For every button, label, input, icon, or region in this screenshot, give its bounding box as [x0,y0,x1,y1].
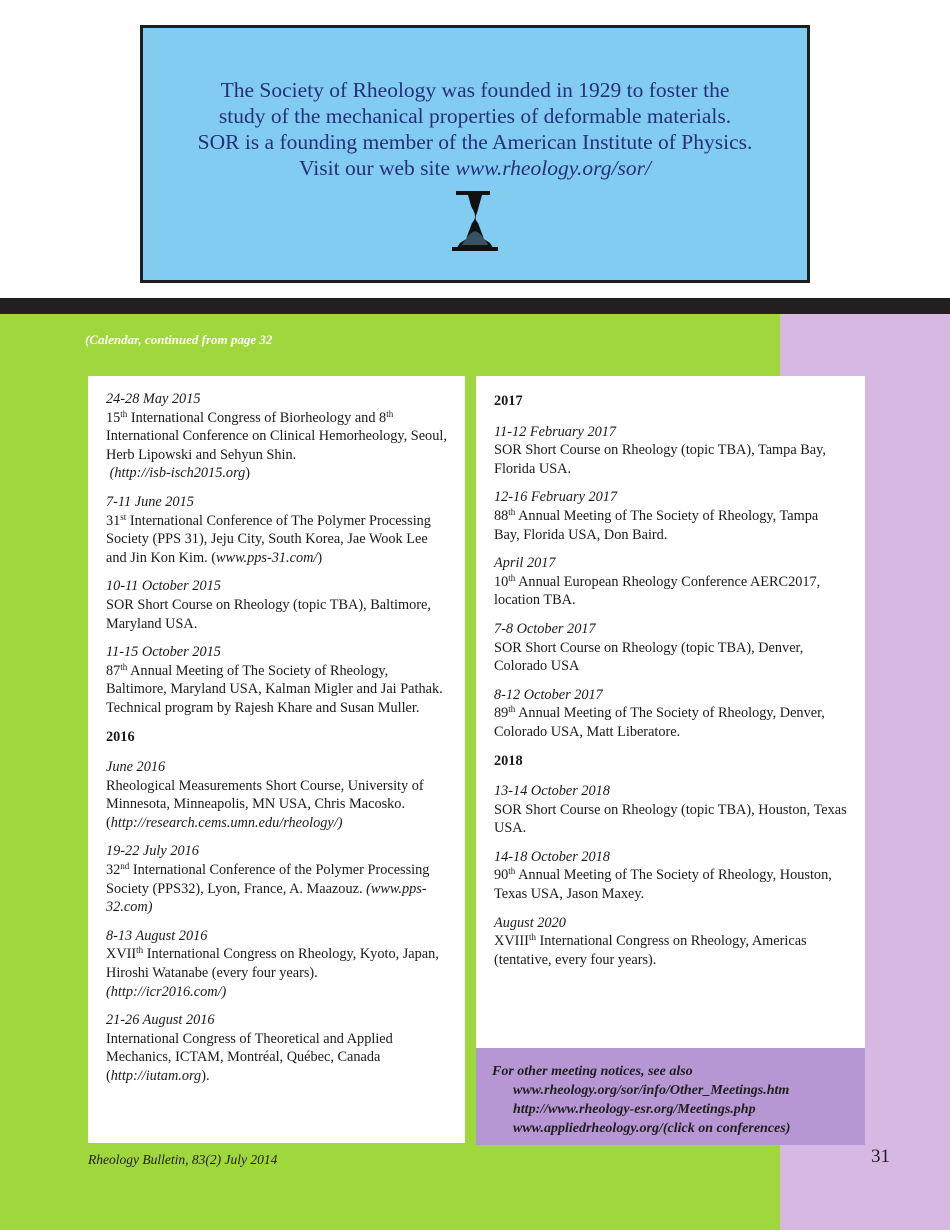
sor-promo-box [140,25,810,283]
notice-link[interactable]: www.rheology.org/sor/info/Other_Meetings.htm [513,1083,790,1098]
entry-text: International Conference of The Polymer Processing Society (PPS 31), Jeju City, South Korea, Jae Wook Lee and Jin Kon Kim. ( [106,512,431,566]
entry-ordinal: 15 [106,409,121,426]
entry-date: 24-28 May 2015 [106,391,201,407]
entry-text: ( [106,814,111,831]
entry-date: 8-12 October 2017 [494,686,603,703]
entry-ordinal: XVII [106,946,137,963]
year-heading: 2017 [494,393,523,409]
entry-date: 11-15 October 2015 [106,644,221,661]
entry-text: International Congress on Rheology, Americas (tentative, every four years). [494,933,807,968]
ordinal-suffix: th [386,408,394,419]
entry-ordinal: 32 [106,862,121,879]
notice-link[interactable]: www.appliedrheology.org/(click on conferences) [513,1121,791,1136]
calendar-entry [106,1011,447,1085]
promo-line: The Society of Rheology was founded in 1929 to foster the [220,78,730,102]
calendar-entry [106,390,447,483]
entry-date: June 2016 [106,759,166,776]
calendar-entry [494,620,847,676]
entry-url[interactable]: http://iutam.org [110,1068,202,1084]
entry-text: ( [106,1068,111,1084]
ordinal-suffix: th [508,572,516,583]
calendar-entry [494,914,847,970]
calendar-entry [494,782,847,838]
entry-ordinal: 31 [106,512,121,529]
ordinal-suffix: th [508,704,516,715]
entry-text: Annual Meeting of The Society of Rheology, Denver, Colorado USA, Matt Liberatore. [494,705,825,740]
ordinal-suffix: th [136,945,144,956]
calendar-entry [106,493,447,567]
entry-ordinal: 88 [494,507,509,524]
entry-text: ) [317,549,323,566]
promo-visit-label: Visit our web site [299,156,456,180]
entry-url[interactable]: www.pps-31.com/ [216,549,318,566]
promo-line: study of the mechanical properties of deformable materials. [218,104,732,128]
sor-website-link[interactable]: www.rheology.org/sor/ [455,156,651,180]
entry-url[interactable]: (http://icr2016.com/) [106,983,227,1000]
entry-date: 7-8 October 2017 [494,620,596,637]
page-number: 31 [871,1146,890,1167]
entry-date: 14-18 October 2018 [494,848,610,865]
calendar-entry [106,927,447,1001]
entry-ordinal: XVIII [494,933,529,950]
entry-text: SOR Short Course on Rheology (topic TBA), Houston, Texas USA. [494,801,847,837]
divider-bar [0,298,950,314]
entry-date: 12-16 February 2017 [494,489,618,506]
entry-url[interactable]: (http://isb-isch2015.org [109,465,246,482]
entry-date: 8-13 August 2016 [106,927,208,944]
calendar-column-left [88,376,465,1143]
hourglass-icon [450,187,500,253]
promo-line [143,155,807,181]
continued-note: (Calendar, continued from page 32 [85,332,273,347]
calendar-entry [106,577,447,633]
entry-text: International Congress of Biorheology and 8 [127,409,387,426]
entry-text: Annual European Rheology Conference AERC2017, location TBA. [494,573,821,609]
footer-citation: Rheology Bulletin, 83(2) July 2014 [88,1152,278,1167]
entry-text: SOR Short Course on Rheology (topic TBA), Tampa Bay, Florida USA. [494,442,826,477]
calendar-entry [106,643,447,717]
entry-text: International Congress on Rheology, Kyoto, Japan, Hiroshi Watanabe (every four years). [106,946,439,982]
entry-text: Annual Meeting of The Society of Rheology, Tampa Bay, Florida USA, Don Baird. [494,507,819,543]
entry-date: 11-12 February 2017 [494,423,617,440]
calendar-entry [106,758,447,832]
entry-date: August 2020 [494,914,566,931]
calendar-entry [494,488,847,544]
entry-text: International Conference on Clinical Hemorheology, Seoul, Herb Lipowski and Sehyun Shin. [106,428,447,463]
entry-text: ). [201,1068,210,1084]
entry-text: Annual Meeting of The Society of Rheology, Baltimore, Maryland USA, Kalman Migler and Jai Pathak. Technical program by Rajesh Khare and Susan Muller. [106,662,443,716]
entry-ordinal: 89 [494,705,509,722]
entry-ordinal: 10 [494,573,509,590]
entry-text: SOR Short Course on Rheology (topic TBA), Baltimore, Maryland USA. [106,596,431,632]
other-meeting-notices [476,1048,865,1145]
entry-url[interactable]: (www.pps-32.com) [106,880,427,916]
notices-lead: For other meeting notices, see also [492,1064,693,1079]
ordinal-suffix: th [120,661,128,672]
calendar-entry [494,554,847,610]
entry-text: Rheological Measurements Short Course, University of Minnesota, Minneapolis, MN USA, Chris Macosko. [106,777,424,813]
ordinal-suffix: th [120,408,128,419]
entry-ordinal: 87 [106,662,121,679]
entry-url[interactable]: http://research.cems.umn.edu/rheology/) [110,814,343,831]
ordinal-suffix: th [508,506,516,517]
entry-date: 19-22 July 2016 [106,843,199,860]
entry-date: 21-26 August 2016 [106,1012,215,1029]
entry-text: International Conference of the Polymer Processing Society (PPS32), Lyon, France, A. Maazouz. [106,862,430,897]
entry-text: International Congress of Theoretical and Applied Mechanics, ICTAM, Montréal, Québec, Canada [106,1030,393,1066]
entry-date: 10-11 October 2015 [106,578,221,595]
entry-ordinal: 90 [494,867,509,884]
promo-text [143,77,807,181]
ordinal-suffix: nd [120,861,130,872]
year-heading: 2018 [494,752,523,769]
calendar-column-right [476,376,865,1048]
calendar-entry [494,423,847,479]
ordinal-suffix: th [508,866,516,877]
year-heading: 2016 [106,728,135,745]
entry-text: Annual Meeting of The Society of Rheology, Houston, Texas USA, Jason Maxey. [494,867,832,903]
promo-line: SOR is a founding member of the American Institute of Physics. [197,130,753,154]
ordinal-suffix: st [120,511,127,522]
calendar-entry [494,686,847,742]
notice-link[interactable]: http://www.rheology-esr.org/Meetings.php [513,1102,756,1117]
entry-date: 13-14 October 2018 [494,783,610,800]
entry-text: ) [245,465,251,482]
entry-text: SOR Short Course on Rheology (topic TBA), Denver, Colorado USA [494,639,804,675]
entry-date: April 2017 [494,555,556,572]
calendar-entry [106,842,447,916]
ordinal-suffix: th [528,932,536,943]
entry-date: 7-11 June 2015 [106,493,194,510]
calendar-entry [494,848,847,904]
